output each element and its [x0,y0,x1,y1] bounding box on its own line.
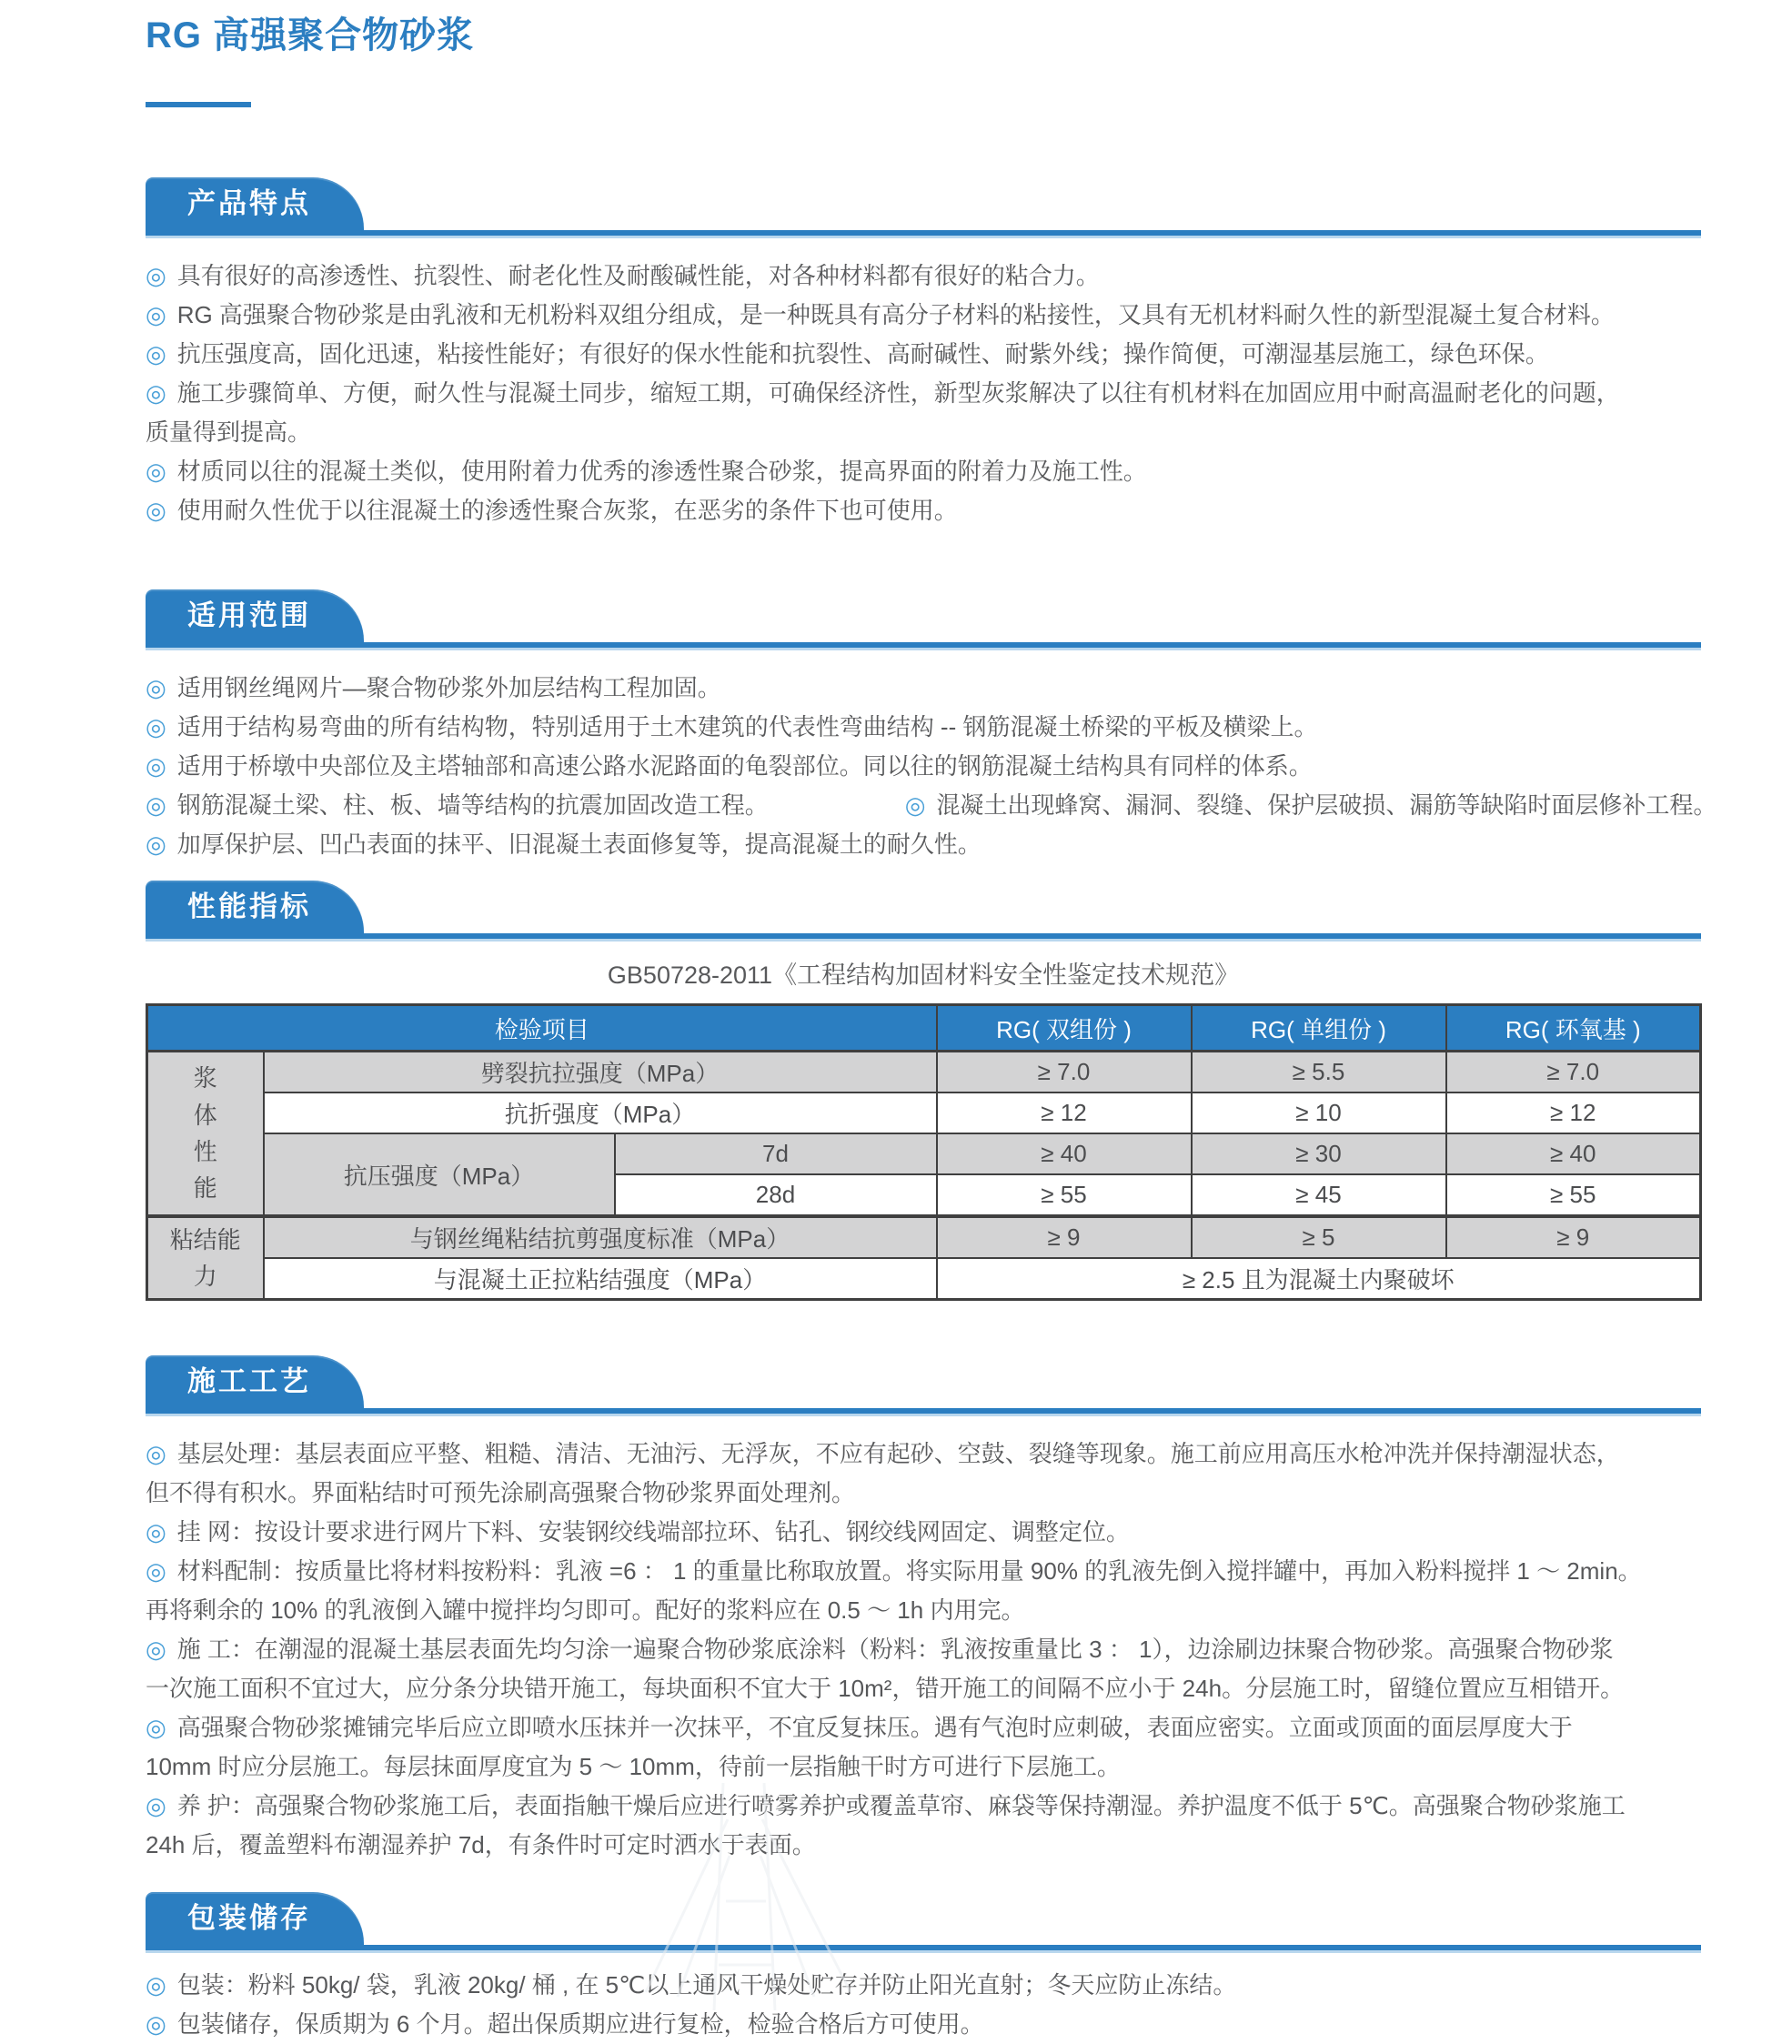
section-packing-body [146,1966,1701,2044]
section-rule [146,1945,1701,1953]
bullet-line [146,1552,1701,1591]
table-value-cell: ≥ 12 [1446,1092,1701,1133]
bullet-icon: ◎ [146,340,166,368]
line-text: 施工步骤简单、方便，耐久性与混凝土同步，缩短工期，可确保经济性，新型灰浆解决了以往有机材料在加固应用中耐高温耐老化的问题， [176,379,1620,407]
bullet-line [146,335,1701,374]
section-rule [146,1408,1701,1416]
table-item-cell: 劈裂抗拉强度（MPa） [264,1052,937,1093]
bullet-line [146,1966,1701,2005]
bullet-line [146,825,1701,864]
group-label: 粘结能力 [169,1225,241,1290]
table-value-cell: ≥ 9 [1446,1216,1701,1258]
line-text: RG 高强聚合物砂浆是由乳液和无机粉料双组分组成，是一种既具有高分子材料的粘接性，又具有无机材料耐久性的新型混凝土复合材料。 [176,301,1615,328]
line-text: 施 工：在潮湿的混凝土基层表面先均匀涂一遍聚合物砂浆底涂料（粉料：乳液按重量比 3 ： 1），边涂刷边抹聚合物砂浆。高强聚合物砂浆 [176,1636,1614,1663]
bullet-line [146,452,1701,491]
line-text: 高强聚合物砂浆摊铺完毕后应立即喷水压抹并一次抹平，不宜反复抹压。遇有气泡时应刺破，表面应密实。立面或顶面的面层厚度大于 [176,1714,1573,1741]
bullet-icon: ◎ [146,831,166,858]
bullet-line [146,374,1701,413]
section-heading-tab: 施工工艺 [146,1355,364,1408]
bullet-icon: ◎ [146,1557,166,1585]
line-text: 但不得有积水。界面粘结时可预先涂刷高强聚合物砂浆界面处理剂。 [146,1479,856,1506]
line-text: 包装储存，保质期为 6 个月。超出保质期应进行复检，检验合格后方可使用。 [176,2010,984,2038]
bullet-line [146,747,1701,786]
table-value-cell: ≥ 10 [1192,1092,1446,1133]
table-row [147,1092,1701,1133]
table-sub-cell: 28d [615,1174,937,1216]
section-heading-tab: 适用范围 [146,589,364,642]
table-row [147,1052,1701,1093]
line-text: 加厚保护层、凹凸表面的抹平、旧混凝土表面修复等，提高混凝土的耐久性。 [176,831,982,858]
table-row [147,1216,1701,1258]
background-sketch [628,1783,864,2010]
bullet-line [146,2005,1701,2044]
line-text: 挂 网：按设计要求进行网片下料、安装钢绞线端部拉环、钻孔、钢绞线网固定、调整定位。 [176,1518,1130,1546]
table-value-cell: ≥ 45 [1192,1174,1446,1216]
bullet-icon: ◎ [146,1714,166,1741]
page-title: RG 高强聚合物砂浆 [146,15,475,55]
bullet-icon: ◎ [146,1518,166,1546]
line-text: 材质同以往的混凝土类似，使用附着力优秀的渗透性聚合砂浆，提高界面的附着力及施工性。 [176,458,1147,485]
table-value-cell: ≥ 30 [1192,1133,1446,1174]
bullet-icon: ◎ [146,713,166,740]
continuation-line [146,413,1701,452]
line-text: 适用钢丝绳网片—聚合物砂浆外加层结构工程加固。 [176,674,721,701]
section-product-features-body [146,257,1701,530]
bullet-icon: ◎ [146,458,166,485]
table-header-row [147,1005,1701,1052]
table-value-cell: ≥ 7.0 [1446,1052,1701,1093]
bullet-icon: ◎ [146,674,166,701]
table-value-cell: ≥ 7.0 [937,1052,1192,1093]
bullet-icon: ◎ [146,752,166,780]
table-value-cell: ≥ 55 [937,1174,1192,1216]
table-header-cell: RG( 环氧基 ) [1446,1005,1701,1052]
section-rule [146,230,1701,238]
table-group-cell [147,1052,264,1217]
table-header-cell: RG( 单组份 ) [1192,1005,1446,1052]
bullet-icon: ◎ [146,1440,166,1467]
bullet-line [146,1630,1701,1669]
continuation-line [146,1474,1701,1513]
bullet-line [146,708,1701,747]
bullet-line [146,1435,1701,1474]
line-text: 基层处理：基层表面应平整、粗糙、清洁、无油污、无浮灰，不应有起砂、空鼓、裂缝等现象。施工前应用高压水枪冲洗并保持潮湿状态， [176,1440,1620,1467]
section-performance-head [146,881,1701,941]
table-value-cell: ≥ 5 [1192,1216,1446,1258]
title-underline [146,102,251,107]
continuation-line [146,1826,1701,1865]
bullet-line [146,669,1701,708]
table-sub-cell: 7d [615,1133,937,1174]
table-value-cell-merged: ≥ 2.5 且为混凝土内聚破坏 [937,1258,1701,1300]
bullet-icon: ◎ [146,1636,166,1663]
line-text: 包装：粉料 50kg/ 袋，乳液 20kg/ 桶 , 在 5℃以上通风干燥处贮存并防止阳光直射；冬天应防止冻结。 [176,1971,1237,1999]
table-row [147,1258,1701,1300]
table-item-cell: 抗压强度（MPa） [264,1133,615,1216]
bullet-line [146,296,1701,335]
line-text: 适用于结构易弯曲的所有结构物，特别适用于土木建筑的代表性弯曲结构 -- 钢筋混凝土桥梁的平板及横梁上。 [176,713,1318,740]
section-heading-tab: 性能指标 [146,881,364,933]
table-value-cell: ≥ 40 [937,1133,1192,1174]
line-text: 混凝土出现蜂窝、漏洞、裂缝、保护层破损、漏筋等缺陷时面层修补工程。 [936,791,1717,819]
bullet-icon: ◎ [146,791,166,819]
bullet-line-pair [146,786,1717,825]
bullet-icon: ◎ [146,497,166,524]
line-text: 24h 后，覆盖塑料布潮湿养护 7d，有条件时可定时洒水于表面。 [146,1831,816,1858]
line-text: 抗压强度高，固化迅速，粘接性能好；有很好的保水性能和抗裂性、高耐碱性、耐紫外线；操作简便，可潮湿基层施工，绿色环保。 [176,340,1549,368]
performance-caption: GB50728-2011《工程结构加固材料安全性鉴定技术规范》 [607,962,1240,989]
line-text: 具有很好的高渗透性、抗裂性、耐老化性及耐酸碱性能，对各种材料都有很好的粘合力。 [176,262,1100,289]
table-value-cell: ≥ 5.5 [1192,1052,1446,1093]
table-value-cell: ≥ 9 [937,1216,1192,1258]
section-application-scope-body [146,669,1717,864]
section-packing-head [146,1892,1701,1953]
section-construction-head [146,1355,1701,1416]
section-construction-body [146,1435,1701,1865]
continuation-line [146,1591,1701,1630]
bullet-icon: ◎ [146,1792,166,1819]
line-text: 再将剩余的 10% 的乳液倒入罐中搅拌均匀即可。配好的浆料应在 0.5 ～ 1h 内用完。 [146,1596,1025,1624]
section-rule [146,642,1701,650]
bullet-icon: ◎ [146,1971,166,1999]
continuation-line [146,1669,1701,1708]
performance-table [146,1003,1702,1301]
table-value-cell: ≥ 55 [1446,1174,1701,1216]
line-text: 一次施工面积不宜过大，应分条分块错开施工，每块面积不宜大于 10m²，错开施工的间隔不应小于 24h。分层施工时，留缝位置应互相错开。 [146,1675,1625,1702]
section-rule [146,933,1701,941]
bullet-line [146,491,1701,530]
table-group-cell [147,1216,264,1300]
bullet-icon: ◎ [146,379,166,407]
table-item-cell: 与钢丝绳粘结抗剪强度标准（MPa） [264,1216,937,1258]
bullet-icon: ◎ [904,791,926,819]
bullet-icon: ◎ [146,2010,166,2038]
section-heading-tab: 包装储存 [146,1892,364,1945]
table-header-cell: RG( 双组份 ) [937,1005,1192,1052]
table-value-cell: ≥ 12 [937,1092,1192,1133]
line-text: 材料配制：按质量比将材料按粉料：乳液 =6 ： 1 的重量比称取放置。将实际用量 90% 的乳液先倒入搅拌罐中，再加入粉料搅拌 1 ～ 2min。 [176,1557,1642,1585]
line-text: 使用耐久性优于以往混凝土的渗透性聚合灰浆，在恶劣的条件下也可使用。 [176,497,958,524]
section-heading-tab: 产品特点 [146,177,364,230]
bullet-line [146,1787,1701,1826]
line-text: 10mm 时应分层施工。每层抹面厚度宜为 5 ～ 10mm，待前一层指触干时方可进行下层施工。 [146,1753,1121,1780]
bullet-icon: ◎ [146,301,166,328]
line-text: 钢筋混凝土梁、柱、板、墙等结构的抗震加固改造工程。 [176,791,769,819]
line-text: 质量得到提高。 [146,418,312,446]
bullet-icon: ◎ [146,262,166,289]
bullet-line [146,1708,1701,1747]
bullet-line [146,257,1701,296]
table-row [147,1133,1701,1174]
bullet-line [146,1513,1701,1552]
line-text: 养 护：高强聚合物砂浆施工后，表面指触干燥后应进行喷雾养护或覆盖草帘、麻袋等保持潮湿。养护温度不低于 5℃。高强聚合物砂浆施工 [176,1792,1626,1819]
table-header-cell: 检验项目 [147,1005,937,1052]
section-product-features-head [146,177,1701,238]
table-item-cell: 与混凝土正拉粘结强度（MPa） [264,1258,937,1300]
group-label: 浆体性能 [193,1064,217,1203]
table-item-cell: 抗折强度（MPa） [264,1092,937,1133]
table-value-cell: ≥ 40 [1446,1133,1701,1174]
section-application-scope-head [146,589,1701,650]
line-text: 适用于桥墩中央部位及主塔轴部和高速公路水泥路面的龟裂部位。同以往的钢筋混凝土结构具有同样的体系。 [176,752,1313,780]
continuation-line [146,1747,1701,1787]
